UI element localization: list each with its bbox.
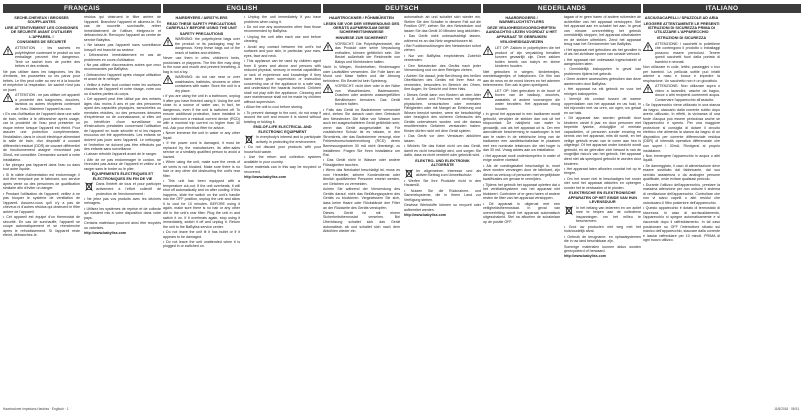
warning-text: Im allgemeinen Interesse und als aktiven Beitrag zum Umweltschutz: [416,168,481,178]
paragraph: Sommige materialen kunnen aldus worden gerecycleerd of herwaard. [564,244,641,254]
crossed-bin-icon [84,182,94,191]
paragraph: • Ne laissez pas l'appareil sans surveillance lorsqu'il est branché au secteur. [84,43,161,52]
paragraph: • Om het snoer niet te beschadigen het snoer niet rond het apparaat wikkelen en opbergen zonder het te verdraaien of te plooien. [564,176,641,190]
paragraph: • Pendant l'utilisation de l'appareil, veillez à ne pas bloquer le système de ventilation de l'appareil. Assurez-vous qu'il n'y a pas de cheveux ni d'autres résidus qui obstruent le filtre arrière de l'appareil. [3,191,80,214]
warning-block [163,37,240,55]
section-heading: LESEN SIE VOR DER VERWENDUNG DES GERÄTS AUFMERKSAM DIESE SICHERHEITSHINWEISE [323,21,400,35]
paragraph: • Onmiddellijk loskoppelen in geval van problemen tijdens het gebruik. [564,67,641,76]
language-column-5 [643,4,801,402]
paragraph: • Never immerse the unit in water or any other liquid. [163,131,240,140]
paragraph: Certains matériaux pourront ainsi être recyclés ou valorisés. [84,221,161,230]
text-half-right [244,15,321,180]
paragraph: • Gebruik de terugname- en ophaalsystemen die in uw land beschikbaar zijn. [564,234,641,244]
paragraph: Non utilizzare in culle, lettini, passeggini o box per bambini. La pellicola sottile può infatti aderire a naso e bocca e impedire la respirazione. Un sacchetto non è un giocattolo. [643,65,720,83]
section-heading: SAFETY PRECAUTIONS [179,31,224,36]
paragraph: • Do not leave the unit lit it has bullet or if it appears to be damaged. [163,229,240,239]
paragraph: Some materials can in this way be recycled or recovered. [244,165,321,174]
paragraph: • When using the unit, make sure the vents of air vents is not blocked. Make sure there is no hair or any other dirt obstructing the unit's rear filter. [163,160,240,178]
footer-left: Haartrockner Impedanz-Hautriss · Englisch · 1 [3,407,69,411]
warning-triangle-icon [323,42,333,51]
paragraph: • In geval het apparaat in een badkamer wordt gebruikt, verwijder de stekker dan ook uit het stopcontact. De nabijheid van water is gevaarlijk, ook als het apparaat uit is. Om een aanvullende bescherming te waarborgen is het aan te raden in de elektrische kring van de badkamer een aardlekschakelaar te plaatsen met een nominale lekstroom die niet hoger is dan 30 mA. Vraag advies aan uw installateur. [483,112,560,153]
warning-text: In het belang van iedereen en om actief mee te helpen aan de collectieve inspanningen om het milieu te beschermen: [576,205,641,224]
section-heading: ASCIUGACAPELLI / SPAZZOLE AD ARIA [644,16,719,20]
paragraph: tagaar of er geen haren of andere ruikresten de achterfilter van het apparaat verstoppen. Stel het apparaat aan en schakel het aan. In geval van nieuwe oververhitting het gebruik onmiddellijk stoppen, het apparaat uitschakelen en de stekker uittrekken. Zend het apparaat terug naar het Servicecenter van BaByliss. [564,15,641,47]
paragraph: • Wenn das Netzkabel beschädigt ist, muss es vom Hersteller, seinem Kundendienst oder ähnlich qualifizierten Personen ersetzt werden, um Gefahren zu vermeiden. [323,168,400,186]
text-half-left [323,15,400,234]
paragraph: • Wickeln Sie das Kabel nicht um das Gerät, damit es nicht beschädigt wird, und sorgen Sie dafür, dass es nicht verdreht oder geknickt wird. [404,144,481,158]
paragraph: • Durante l'utilizzo dell'apparecchio, prestare la massima attenzione per non ostruire il sistema di ventilazione dell'apparecchio. Controllare che non vi siano capelli o altri residui che ostruiscano il filtro posteriore dell'apparecchio. [643,182,720,205]
recycling-block [564,206,641,224]
section-heading: READ THESE SAFETY PRECAUTIONS CAREFULLY BEFORE USING THE UNIT [165,21,238,30]
paragraph: • Falls das Gerät im Badezimmer verwendet wird, ziehen Sie danach nach dem Gebrauch den Netzstecker. Die Nähe von Wasser kann auch bei ausgeschaltetem Gerät gefährlich sein; wenn das Gerät ausgeschaltet ist. Für zusätzlichen Schutz ist es ratsam, in den Stromkreis, der das Badezimmer versorgt, eine Fehlerstromschutzeinrichtung (RCD) deren Bemessungsstrom 30 mA nicht übersteigt, zu installieren. Fragen Sie Ihren Installateur um Rat. [323,107,400,158]
website-link: http://www.babyliss.com [564,254,606,259]
section-heading: ELEKTRISCHE EN ELEKTRONISCHE APPARATEN OP HET EINDE VAN HUN LEVENSDUUR [568,191,637,205]
warning-block [643,84,720,102]
language-column-2 [163,4,321,402]
paragraph: • Das Gerät nicht in Wasser oder andere Flüssigkeiten tauchen. [323,158,400,167]
paragraph: • Cet appareil peut être utilisé par des enfants âgés d'au moins 8 ans et par des personnes ayant des capacités physiques, sensorielles ou mentales réduites, ou des personnes dénuées d'expérience ou de connaissance, si elles ont pu bénéficier d'une surveillance ou d'instructions préalables concernant l'utilisation de l'appareil en toute sécurité et si les risques encourus ont été appréhendés. Les enfants ne doivent pas jouer avec l'appareil. Le nettoyage et l'entretien ne doivent pas être effectués par des enfants sans surveillance. [84,97,161,152]
paragraph: • Het apparaat laten afkoelen voordat het op te bergen. [564,166,641,176]
paragraph: Achten Sie während der Verwendung des Geräts darauf, nicht das Belüftungssystem des Geräts zu blockieren. Vergewissern Sie sich, dass keine Haare oder Rückstände den Filter an der Rückseite des Geräts verstopfen. [323,187,400,210]
paragraph: • Het apparaat nooit onderdompelen in water of enige andere vloeistof. [483,153,560,163]
paragraph: • Unplug the unit immediately if you have problems when using it. [244,15,321,24]
paragraph: • To prevent damage to the cord, do not wrap it around the unit and ensure it is stored without twisting or folding it. [244,110,321,124]
paragraph: • Allow the unit to cool before storing. [244,105,303,110]
paragraph: • Den Netzstecker des Geräts nach jeder Verwendung und vor dem Reinigen ziehen. [404,63,481,73]
warning-text: In everybody's interest and to participate actively in protecting the environment: [256,135,321,144]
paragraph: • Nur von BaByliss empfohlenes Zubehör verwenden. [404,53,481,63]
paragraph: • Débranchez l'appareil après chaque utilisation et avant de le nettoyer. [84,72,161,82]
paragraph: • Dit apparaat kan worden gebruikt door kinderen vanaf 8 jaar en door personen met beperkte fysieke, zintuiglijke of mentale capaciteiten, of personen zonder ervaring en kennis van het apparaat, mits dit wordt, en het veilige gebruik ervan van te voren aan hen is uitgelegd. Of het apparaat onder toezicht wordt gebruikt, en de gebruiker zich bewust is van de mogelijke risico's van het gebruik. Het apparaat dient niet als speelgoed gebruikt te worden door kinderen. [564,116,641,166]
warning-text: WARNING: do not use near or over washbasins, bathtubs, showers or other containers with water. Store the unit in a dry place. [175,75,240,93]
section-heading: ÉQUIPEMENTS ÉLECTRIQUES ET ÉLECTRONIQUES EN FIN DE VIE [91,172,154,181]
warning-block [483,46,560,69]
warning-triangle-icon [483,89,493,98]
language-header: ITALIANO [643,4,801,13]
paragraph: • Gooi uw producten niet weg met het huishoudelijk afval. [564,224,641,234]
text-half-right [404,15,481,218]
paragraph: • Das Gerät nicht unbeaufsichtigt lassen, während es an das Netz angeschlossen ist. [404,33,481,43]
crossed-bin-icon [564,206,574,215]
paragraph: • Si le câble d'alimentation est endommagé, il doit être remplacé par le fabricant, son service après vente ou des personnes de qualification similaire afin d'éviter un danger. [3,172,80,191]
warning-text: WARNING: the polyethylene bags over the product or its packaging may be dangerous. Keep these bags out of the reach of babies and children. [175,37,240,55]
paragraph: • Nutzen Sie die Rücknahme- und Sammelsysteme, die in Ihrem Land zur Verfügung stehen. [404,188,481,202]
section-heading: HINWEISE ZUR SICHERHEIT [335,36,388,40]
paragraph: • Het apparaat na elk gebruik en voor het reinigen loskoppelen. [564,87,641,96]
column-body [483,15,641,402]
website-link: http://www.babyliss.com [404,212,446,217]
column-body [3,15,161,402]
paragraph: • If the power cord is damaged, it must be replaced by the manufacturer, its after-sales service or a similarly qualified person to avoid a hazard. [163,141,240,159]
language-column-1 [3,4,161,402]
section-heading: DEZE VEILIGHEIDSVOORSCHRIFTEN AANDACHTIG LEZEN VOORDAT U HET APPARAAT TE GEBRUIKEN [485,26,558,39]
text-half-left [3,15,80,239]
warning-text: VORSICHT: nicht über oder in der Nähe von Waschbecken, Badewannen, Duschen oder anderen wassergefüllten Behältnissen benutzen. Das Gerät trocken halten. [335,84,400,107]
paragraph: • Se danneggiato, il cavo di alimentazione deve essere sostituito dal fabbricante, dal suo servizio assistenza o da analoghe persone qualificate, onde evitare qualsiasi pericolo. [643,163,720,182]
paragraph: • Ne plongez pas l'appareil dans l'eau ou dans tout autre liquide. [3,162,80,172]
warning-block [3,93,80,111]
section-heading: HAARTROCKNER / FÖHNBÜRSTEN [329,16,394,20]
paragraph: • Veillez à éviter tout contact entre les surfaces chaudes de l'appareil et votre visage, votre cou ou d'autres parties du corps. [84,82,161,96]
paragraph: • Do not use any accessories other than those recommended by BaByliss. [244,24,321,34]
column-body [323,15,481,402]
language-header: ENGLISH [163,4,321,13]
website-link: http://www.babyliss.com [84,231,126,236]
paragraph: • Het apparaat niet onbewaakt ingeschakeld of aangesloten laten. [564,57,641,67]
section-heading: LEGGERE ATTENTAMENTE LE PRESENTI ISTRUZIONI DI SICUREZZA PRIMA DI UTILIZZARE L'APPARECCHIO [643,21,720,35]
language-header: NEDERLANDS [483,4,641,13]
paragraph: • If you are using the unit in a bathroom, unplug it after you have finished using it. Using the unit close to a source of water can, in fact, be dangerous, even if the unit is switched off. To ensure additional protection, have installed in your bathroom a residual current device (RCD) with a nominal trip current no higher than 30 mA. Ask your electrical fitter for advice. [163,94,240,130]
paragraph: Gewisse Werkstoffe können so recycelt oder aufbereitet werden. [404,203,481,212]
warning-block [323,42,400,65]
paragraph: • Se l'apparecchio viene utilizzato in una stanza da bagno, staccarlo dalla corrente subito dopo averlo utilizzato. In effetti, la vicinanza di una fonte d'acqua può essere pericolosa anche se l'apparecchio è spento. Per una maggiore protezione si consiglia di dotare il circuito elettrico che alimenta la stanza da bagno di un dispositivo per corrente differenziale residua (DDR) di intensità operativa differenziale che non superi i 30mA. Rivolgersi al proprio installatore. [643,103,720,153]
warning-block [643,42,720,65]
section-heading: CONSIGNES DE SÉCURITÉ [16,40,67,45]
language-column-3 [323,4,481,402]
warning-block [483,89,560,112]
paragraph: • Questo apparecchio è dotato di termostato di sicurezza. In caso di surriscaldamento, l'apparecchio si spegne automaticamente e si riaccende dopo il raffreddamento. In tal caso posizionare su OFF l'interruttore situato sul manico dell'apparecchio, staccare dalla corrente e lasciar raffreddare per 10 minuti. PRIMA di ogni nuovo utilizzo. [643,206,720,243]
warning-triangle-icon [643,84,653,93]
paragraph: automatisch ab und schaltet sich wieder ein. Stellen Sie den Schalter in diesem Fall auf die Position OFF, ziehen Sie den Netzstecker und lassen Sie das Gerät 10 Minuten lang abkühlen. [404,15,481,33]
column-body [163,15,321,402]
section-heading: SECHE-CHEVEUX / BROSSES SOUFFLANTES [14,16,69,25]
warning-triangle-icon [3,46,13,55]
text-half-left [483,15,560,225]
page-footer [3,405,799,413]
warning-text: LET OP: Zakken in polyethyleen die het product of zijn verpakking bevatten kunnen gevaarlijk zijn. Deze zakken buiten bereik van baby's en kleine kinderen houden. [495,46,560,69]
section-heading: HAIRDRYERS / AIRSTYLERS [175,16,228,20]
paragraph: • Do not discard your products with your household waste. [244,145,321,154]
paragraph: • Afin de ne pas endommager le cordon, ne l'enroulez pas autour de l'appareil et veillez à le ranger sans le tordre ou le plier. [84,157,161,171]
paragraph: • Débranchez immédiatement en cas de problèmes en cours d'utilisation. [84,52,161,62]
section-heading: LIRE ATTENTIVEMENT LES CONSIGNES DE SÉCURITÉ AVANT D'UTILISER L'APPAREIL ! [4,26,79,39]
warning-triangle-icon [163,75,173,84]
column-body [643,15,801,402]
paragraph: • Cet appareil est équipé d'un thermostat de sécurité. En cas de surchauffe, l'appareil se coupe automatiquement et se réenclenche après le refroidissement. Si l'appareil reste éteint, débranchez-le. [3,215,80,238]
paragraph: • This unit has been equipped with a temperature cut-out. If the unit overheats, it will shut off automatically and on after cooling. If this happens, slide the switch on the unit's handle into the OFF position, unplug the unit and allow it to cool for 10 minutes. BEFORE using it again, make sure there is no hair or any other dirt in the unit's rear filter. Plug the unit in and switch it on. If it overheats again, stop using it immediately, switch it off and unplug it. Return the unit to the BaByliss service center. [163,179,240,229]
warning-text: Dans l'intérêt de tous et pour participer activement à l'effort collectif de protection de l'environnement : [96,182,161,196]
paragraph: • Do not leave the unit unattended when it is plugged in or switched on. [163,239,240,249]
text-half-right [564,15,641,260]
paragraph: Nicht in Wiegen, Kinderbetten, Kinderwagen oder Laufställen verwenden. Die Folie kann an Mund und Nase haften und die Atmung behindern. Ein Beutel ist kein Spielzeug. [323,65,400,83]
paragraph: • Tijdens het gebruik het apparaat opletten dat u het ventilatiesysteem van het apparaat niet blokkeert. Controleer of er geen haren of andere resten de filter van het apparaat verstoppen. [483,182,560,201]
paragraph: résidus qui obstruent le filtre arrière de l'appareil. Branchez l'appareil et allumez-le. En cas de nouvelle surchauffe, retirer immédiatement de l'utiliser, éteignez-le et débranchez-le. Renvoyez l'appareil au centre de service Babyliss. [84,15,161,42]
footer-right: 11/8/2016 · 08:51 [774,407,799,411]
paragraph: • Ne pas utiliser d'accessoires autres que ceux recommandés par BaByliss. [84,62,161,72]
warning-triangle-icon [643,42,653,51]
paragraph: • This appliance can be used by children aged from 8 years and above and persons with reduced physical, sensory or mental capabilities or lack of experience and knowledge if they have been given supervision or instruction concerning use of the appliance in a safe way and understand the hazards involved. Children shall not play with the appliance. Cleaning and user maintenance shall not be made by children without supervision. [244,59,321,105]
warning-triangle-icon [483,46,493,55]
paragraph: • Bei Funktionsstörungen den Netzstecker sofort ziehen. [404,43,481,53]
warning-block [163,75,240,93]
section-heading: VEILIGHEIDSADVIEZEN [499,40,544,45]
recycling-block [84,182,161,196]
paragraph: • Ne jetez pas vos produits avec les déchets ménagers. [84,196,161,206]
warning-triangle-icon [3,93,13,102]
warning-triangle-icon [163,37,173,46]
crossed-bin-icon [244,135,254,144]
language-column-4 [483,4,641,402]
warning-triangle-icon [323,84,333,93]
section-heading: ISTRUZIONI DI SICUREZZA [656,36,707,40]
warning-text: ATTENTION : ne pas utiliser cet appareil à proximité des baignoires, douches, lavabos ou autres récipients contenant de l'eau. Maintenir l'appareil au sec. [15,93,80,111]
warning-block [3,46,80,69]
text-half-left [643,15,720,243]
section-heading: END-OF-LIFE ELECTRICAL AND ELECTRONIC EQUIPMENT [253,125,312,134]
section-heading: HAARDROGERS / WARMELUCHTSTYLERS [499,16,544,25]
paragraph: • Avoid any contact between the unit's hot surfaces and your skin, in particular, your ears, eyes, face and neck. [244,44,321,58]
paragraph: • Achten Sie darauf, jede Berührung des heißen Oberflächen des Geräts mit Ihrer Haut zu vermeiden, besonders im Bereich der Ohren, Ihre Augen, Ihr Gesicht und Ihren Hals. [404,73,481,92]
paragraph: Dieses Gerät ist mit einem Sicherheitsthermostat versehen. Bei Überhitzung schaltet sich das Gerät automatisch ab und schaltet sich nach dem Abkühlen wieder ein. [323,210,400,234]
warning-text: LET OP: Niet gebruiken in de buurt of boven van de badkuip, douches, wastafels of andere voorwerpen die water bevatten. Het apparaat droog houden. [495,88,560,111]
warning-block [323,84,400,107]
text-half-right [84,15,161,236]
website-link: http://www.babyliss.com [244,174,286,179]
warning-text: ATTENZIONE: Non utilizzare sopra o vicino a lavandini, vasche da bagno, docce o altri recipienti contenenti acqua. Conservare l'apparecchio all'asciutto. [655,84,720,102]
paragraph: Ne pas utiliser dans les baignoires, les lits d'enfants, les poussettes ou les parcs pour bébés. Le film peut coller au nez et à la bouche et empêcher la respiration. Un sachet n'est pas un jouet. [3,69,80,92]
crossed-bin-icon [404,169,414,178]
paragraph: • Non immergere l'apparecchio in acqua o altri liquidi. [643,153,720,163]
paragraph: • Use the return and collection systems available in your country. [244,155,321,164]
paragraph: • Unplug the unit after each use and before cleaning. [244,34,321,44]
language-header: DEUTSCH [323,4,481,13]
paragraph: • Utilisez les systèmes de reprise et de collecte qui existent mis à votre disposition dans votre pays. [84,206,161,220]
paragraph: • Als de voedingskabel beschadigd is, moet deze worden vervangen door de fabrikant, zijn dienst na verkoop of personen met vergelijkbare kwalificaties om gevaar te vermijden. [483,163,560,182]
text-half-left [163,15,240,250]
paragraph: Niet gebruiken in wiegen, kinderbedjes, wandelwagentjes of babyboxen. De film kan aan de neus en de mond kleven en het ademen belemmeren. Een zak is geen speelgoed. [483,69,560,88]
section-heading: ELEKTRO- UND ELEKTRONIK ALTGERÄTE [415,158,470,168]
language-header: FRANÇAIS [3,4,161,13]
paragraph: • Vermijd elk contact tussen de warme oppervlakken van het apparaat en uw huid, in het bijzonder met uw oren, uw ogen, uw gelaat en uw hals. [564,97,641,115]
recycling-block [404,169,481,178]
paragraph: • Geen andere accessoires gebruiken dan deze aanbevolen door BaByliss. [564,77,641,86]
paragraph: • Laisser refroidir l'appareil avant de le ranger. [84,152,158,157]
warning-text: ATTENTION : les sachets en polyéthylène contenant le produit ou son emballage peuvent être dangereux. Tenir ce sachet hors de portée des bébés et des enfants. [15,46,80,69]
paragraph: • Dieses Gerät kann von Kindern ab dem Alter von 8 Jahren und Personen mit verringerten physischen, sensorischen oder mentalen Fähigkeiten oder mit Mangel an Erfahrung und Wissen benutzt werden, wenn sie beaufsichtigt oder bezüglich des sicheren Gebrauchs des Geräts unterwiesen wurden und die daraus resultierenden Gefahren verstanden haben. Kinder dürfen nicht mit dem Gerät spielen. [404,92,481,133]
paragraph: Never use them in cribs, children's beds, pushchairs or playpens. The thin film may cling to the nose and mouth and prevent breathing. A bag is not a toy. [163,56,240,74]
warning-text: VORSICHT: Die Polyethylenbeutel, die das Produkt oder seine Verpackung enthalten, können gefährlich sein. Die Beutel außerhalb der Reichweite von Babys und Kleinkindern halten. [335,41,400,64]
paragraph: • Werfen Sie Ihre Produkte nicht in den Hausmüll. [404,178,481,188]
recycling-block [244,135,321,144]
paragraph: • En cas d'utilisation de l'appareil dans une salle de bain, veillez à le débrancher après usage, car la proximité de l'eau peut présenter un risque même lorsque l'appareil est éteint. Pour assurer une protection complémentaire, l'installation, dans le circuit électrique alimentant la salle de bain, d'un dispositif à courant différentiel résiduel (DDR) de courant différentiel de fonctionnement assigné n'excédant pas 30mA, est conseillée. Demandez conseil à votre installateur. [3,112,80,162]
paragraph: • Dit apparaat is uitgerust met een veiligheidsthermostaat. In geval van oververhitting wordt het apparaat automatisch uitgeschakeld. Stel na afkoelen de schakelaar op de positie OFF. [483,201,560,224]
warning-text: ATTENZIONE: i sacchetti in polietilene che contengono il prodotto o imballaggi possono essere pericolosi. Tenere questi sacchetti fuori dalla portata di bambini e neonati. [655,41,720,64]
paragraph: • Das Gerät vor dem Verstauen abkühlen lassen. [404,134,481,143]
paragraph: • Het apparaat niet gebruiken als het gevallen is of als het zichtbare sporen van schade vertoont. [564,47,641,57]
